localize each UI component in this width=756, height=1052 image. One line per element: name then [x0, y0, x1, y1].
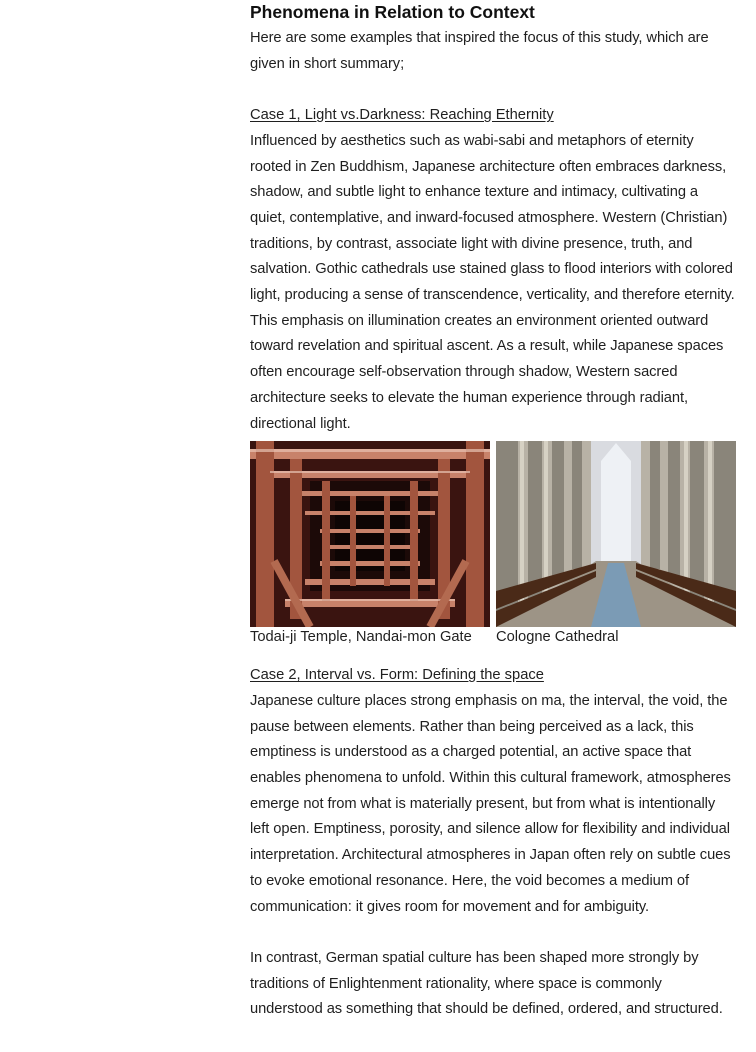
- case2-heading: Case 2, Interval vs. Form: Defining the space: [250, 667, 544, 684]
- cologne-cathedral-photo: [496, 441, 736, 627]
- intro-paragraph: Here are some examples that inspired the focus of this study, which are given in short summary;: [250, 30, 709, 72]
- todaiji-gate-photo: [250, 441, 490, 627]
- case2-paragraph-1: Japanese culture places strong emphasis on ma, the interval, the void, the pause between elements. Rather than being perceived as a lack, this emptiness is understood as a charged potential, an active space that enables phenomena to unfold. Within this cultural framework, atmospheres emerge not from what is materially present, but from what is intentionally left open. Emptiness, porosity, and silence allow for flexibility and individual interpretation. Architectural atmospheres in Japan often rely on subtle cues to evoke emotional resonance. Here, the void becomes a medium of communication: it gives room for movement and for ambiguity.: [250, 692, 731, 915]
- case2-paragraph-2: In contrast, German spatial culture has been shaped more strongly by traditions of Enlightenment rationality, where space is commonly understood as something that should be defined, ordered, and structured.: [250, 949, 723, 1018]
- figure-caption-cologne: Cologne Cathedral: [496, 629, 619, 646]
- case1-body: Influenced by aesthetics such as wabi-sabi and metaphors of eternity rooted in Zen Buddhism, Japanese architecture often embraces darkness, shadow, and subtle light to enhance texture and intimacy, cultivating a quiet, contemplative, and inward-focused atmosphere. Western (Christian) traditions, by contrast, associate light with divine presence, truth, and salvation. Gothic cathedrals use stained glass to flood interiors with colored light, producing a sense of transcendence, verticality, and therefore eternity. This emphasis on illumination creates an environment oriented outward toward revelation and spiritual ascent. As a result, while Japanese spaces often encourage self-observation through shadow, Western sacred architecture seeks to elevate the human experience through radiant, directional light.: [250, 132, 735, 432]
- figure-caption-todaiji: Todai-ji Temple, Nandai-mon Gate: [250, 629, 472, 646]
- paragraph-spacer: [250, 920, 736, 946]
- article-content: [250, 0, 736, 1023]
- case1-heading: Case 1, Light vs.Darkness: Reaching Ethernity: [250, 107, 554, 124]
- section-title: Phenomena in Relation to Context: [250, 2, 535, 22]
- figure-row: [250, 437, 736, 659]
